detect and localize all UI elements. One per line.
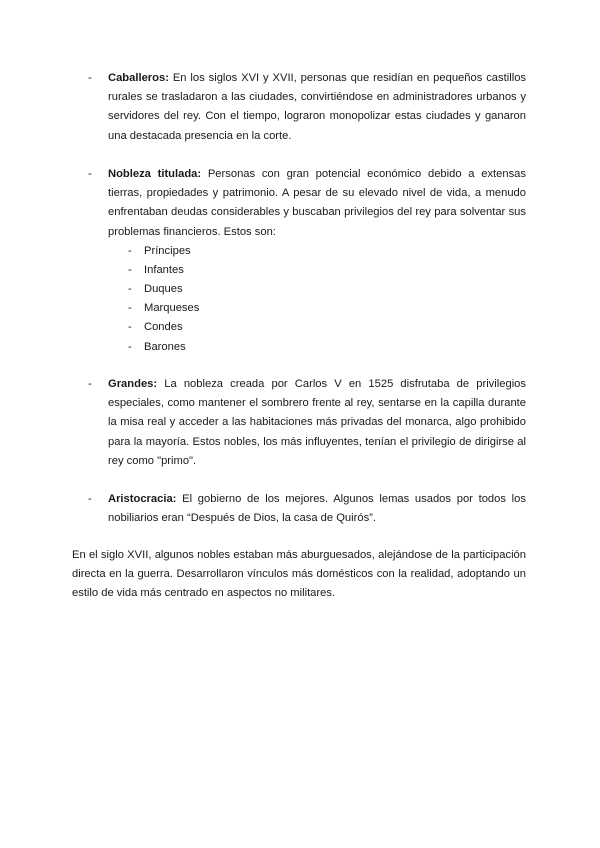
item-text: El gobierno de los mejores. Algunos lemas usados por todos los nobiliarios eran “Después de Dios, la casa de Quirós”. [108, 493, 526, 525]
sublist-bullet: - [128, 264, 132, 276]
item-term: Aristocracia: [108, 493, 177, 505]
sublist-bullet: - [128, 321, 132, 333]
list-bullet: - [88, 72, 92, 84]
sublist-label: Marqueses [144, 302, 200, 314]
sublist-label: Príncipes [144, 245, 191, 257]
sublist-bullet: - [128, 283, 132, 295]
sublist-item [128, 299, 199, 318]
list-item-nobleza-titulada [108, 165, 526, 242]
sublist-bullet: - [128, 302, 132, 314]
closing-paragraph: En el siglo XVII, algunos nobles estaban más aburguesados, alejándose de la participación directa en la guerra. Desarrollaron vínculos más domésticos con la realidad, adoptando un estilo de vida más centrado en aspectos no militares. [72, 549, 526, 600]
sublist-item [128, 280, 183, 299]
sublist-item [128, 242, 191, 261]
sublist-label: Duques [144, 283, 183, 295]
sublist-item [128, 338, 186, 357]
item-text: En los siglos XVI y XVII, personas que residían en pequeños castillos rurales se trasladaron a las ciudades, convirtiéndose en administradores urbanos y servidores del rey. Con el tiempo, lograron monopolizar estas ciudades y ganaron una destacada presencia en la corte. [108, 72, 527, 142]
item-term: Caballeros: [108, 72, 169, 84]
sublist-item [128, 261, 184, 280]
item-term: Nobleza titulada: [108, 168, 202, 180]
list-item-grandes [108, 375, 526, 471]
list-bullet: - [88, 378, 92, 390]
item-term: Grandes: [108, 378, 158, 390]
list-bullet: - [88, 493, 92, 505]
sublist-bullet: - [128, 245, 132, 257]
list-item-aristocracia [108, 490, 526, 528]
sublist-label: Barones [144, 341, 186, 353]
sublist-item [128, 318, 183, 337]
sublist-bullet: - [128, 341, 132, 353]
item-text: La nobleza creada por Carlos V en 1525 disfrutaba de privilegios especiales, como mantener el sombrero frente al rey, sentarse en la capilla durante la misa real y acceder a las habitaciones más privadas del monarca, algo prohibido para la mayoría. Estos nobles, los más influyentes, tenían el privilegio de dirigirse al rey como "primo". [108, 378, 526, 467]
list-bullet: - [88, 168, 92, 180]
sublist-label: Infantes [144, 264, 184, 276]
sublist-label: Condes [144, 321, 183, 333]
item-text: Personas con gran potencial económico debido a extensas tierras, propiedades y patrimonio. A pesar de su elevado nivel de vida, a menudo enfrentaban deudas considerables y buscaban privilegios del rey para solventar sus problemas financieros. Estos son: [108, 168, 527, 238]
list-item-caballeros [108, 69, 526, 146]
